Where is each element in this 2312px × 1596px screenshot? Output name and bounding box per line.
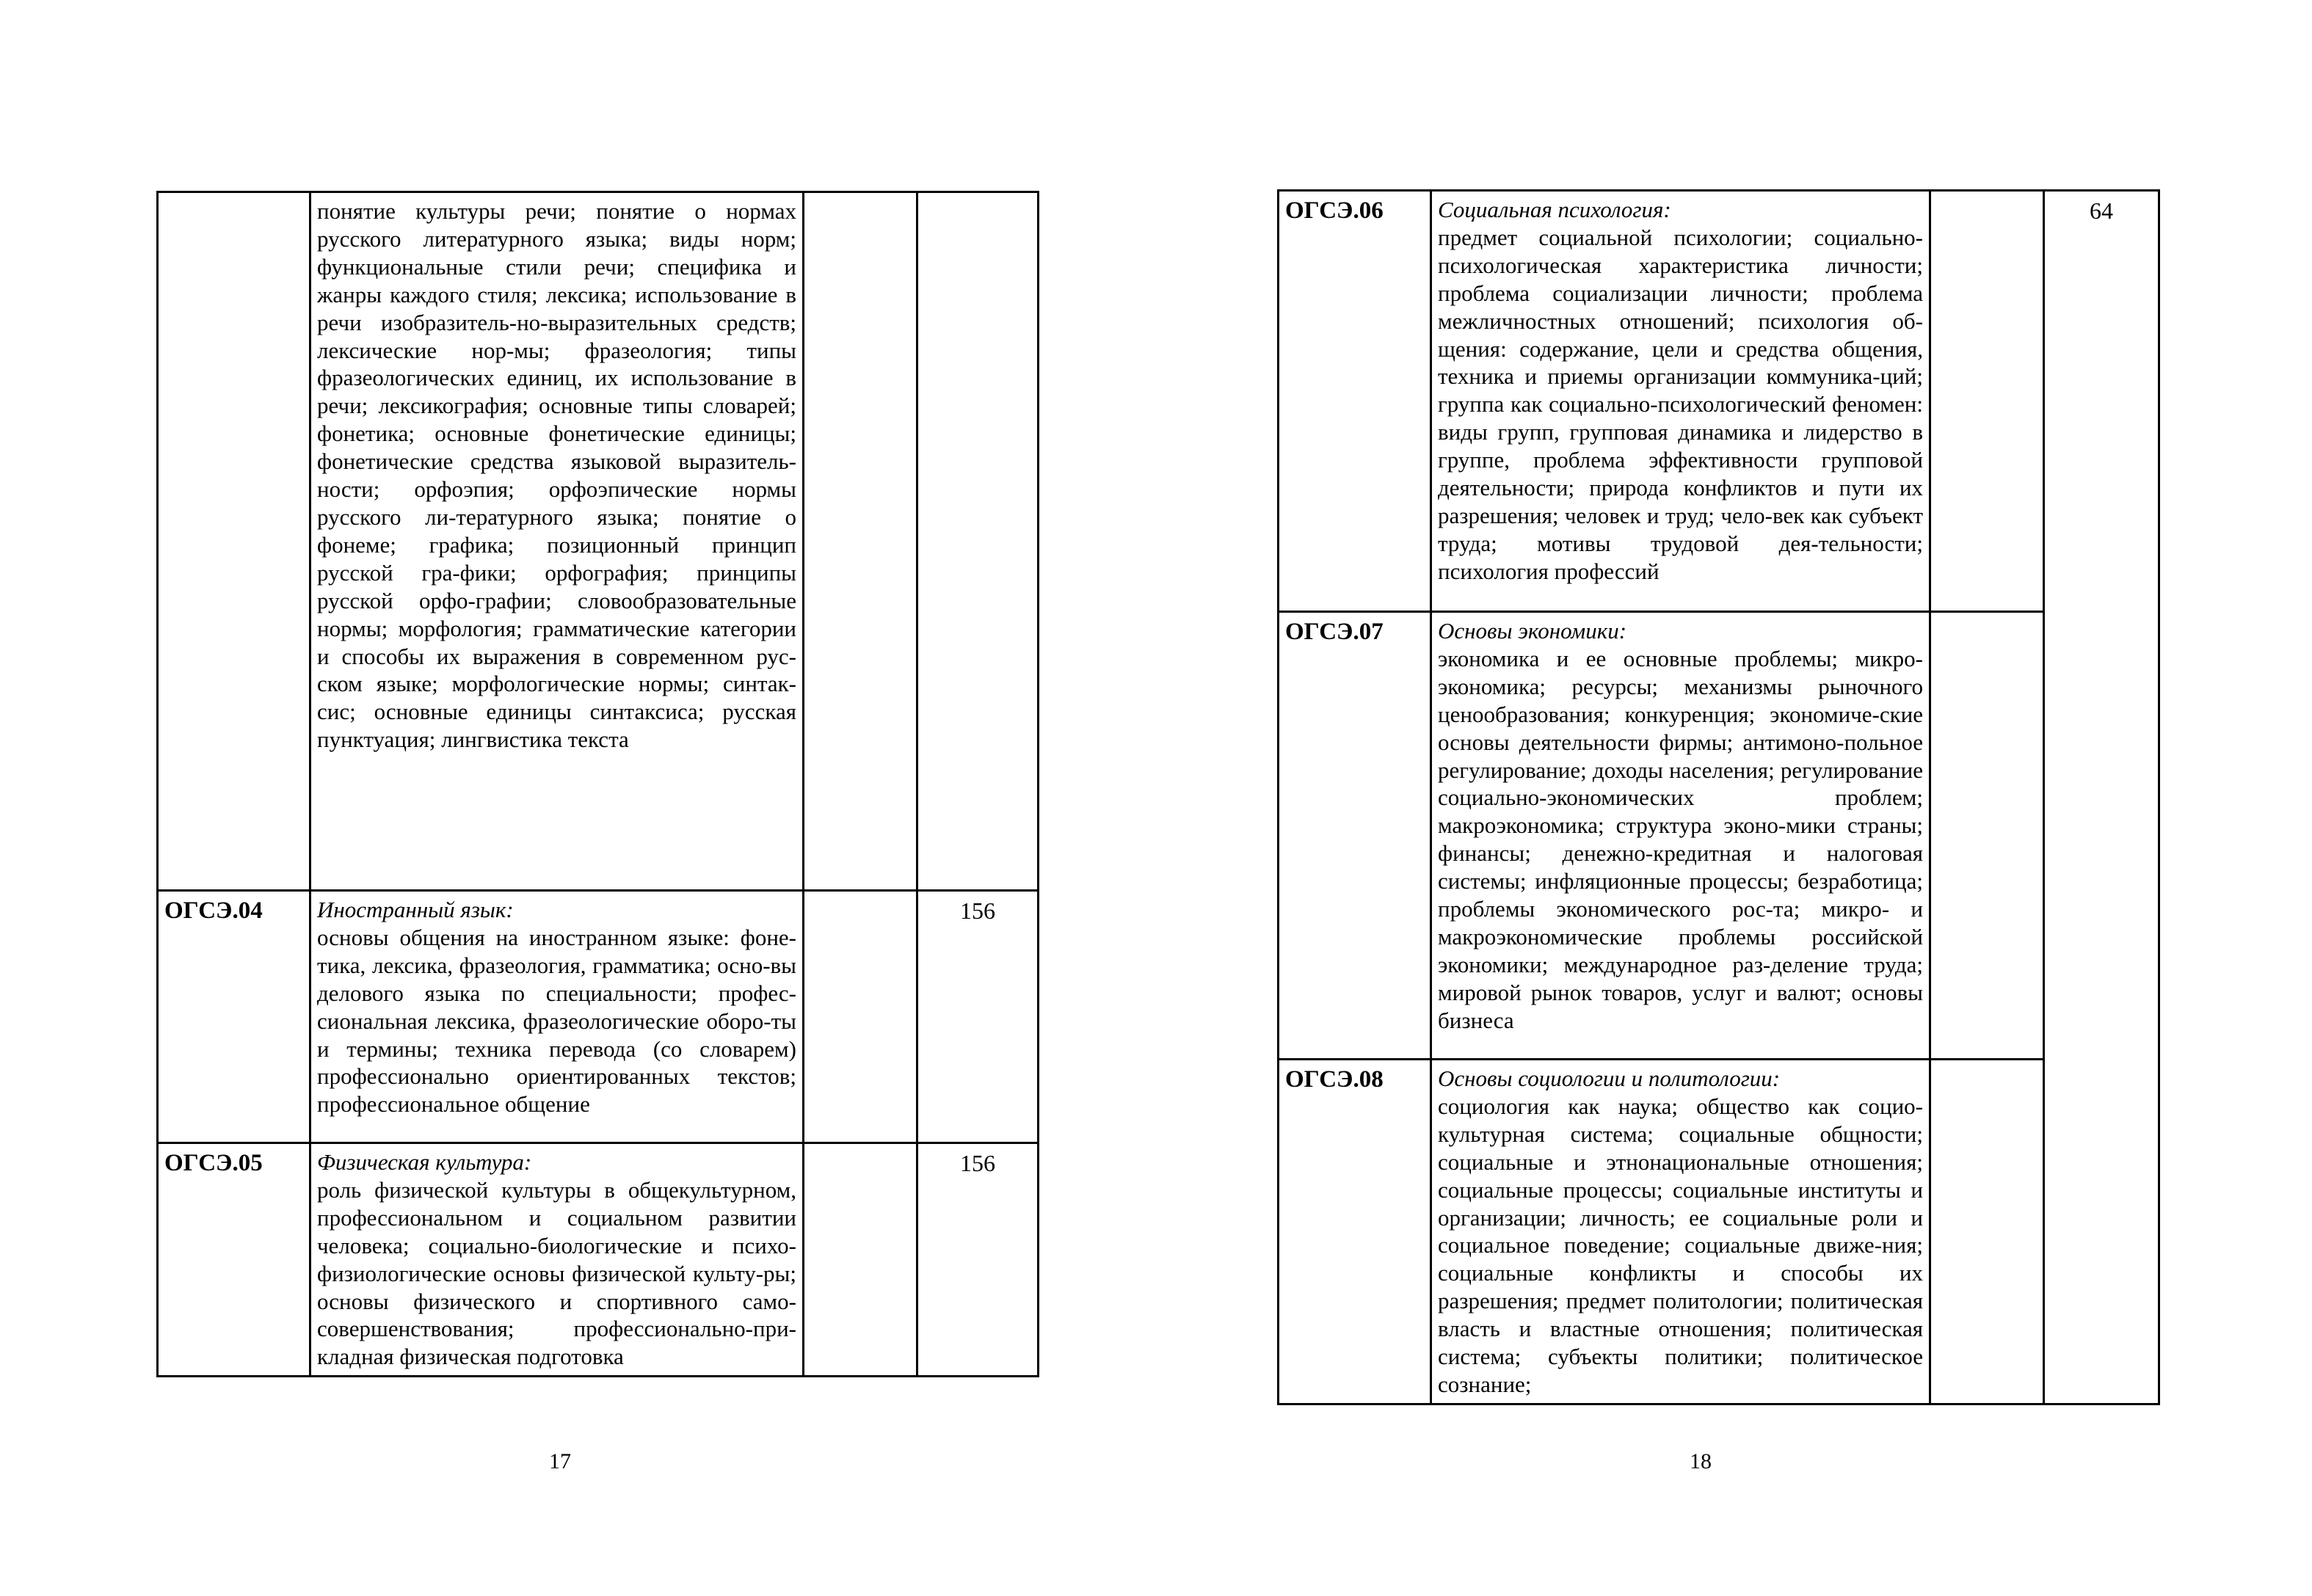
table-row [1279, 191, 2159, 612]
subject-content [1431, 1060, 1930, 1404]
merged-hours-cell: 64 [2044, 191, 2159, 1404]
subject-content [310, 891, 804, 1143]
subject-text: понятие культуры речи; понятие о нормах русского литературного языка; виды норм; функциональные стили речи; специфика и жанры каждого стиля; лексика; использование в речи изобразитель-но-выразительных средств; лексические нор-мы; фразеология; типы фразеологических единиц, их использование в речи; лексикография; основные типы словарей; фонетика; основные фонетические единицы; фонетические средства языковой выразитель-ности; орфоэпия; орфоэпические нормы русского ли-тературного языка; понятие о фонеме; графика; позиционный принцип русской гра-фики; орфография; принципы русской орфо-графии; словообразовательные нормы; морфология; грамматические категории и способы их выражения в современном рус-ском языке; морфологические нормы; синтак-сис; основные единицы синтаксиса; русская пунктуация; лингвистика текста [317, 198, 796, 753]
subject-code: ОГСЭ.07 [1279, 612, 1431, 1060]
table-row [158, 192, 1039, 891]
subject-content [1431, 191, 1930, 612]
table-row [158, 891, 1039, 1143]
subject-code: ОГСЭ.05 [158, 1143, 310, 1377]
subject-text: экономика и ее основные проблемы; микро-экономика; ресурсы; механизмы рыночного ценообразования; конкуренция; экономиче-ские основы деятельности фирмы; антимоно-польное регулирование; доходы населения; регулирование социально-экономических проблем; макроэкономика; структура эконо-мики страны; финансы; денежно-кредитная и налоговая системы; инфляционные процессы; безработица; проблемы экономического рос-та; микро- и макроэкономические проблемы российской экономики; международное раз-деление труда; мировой рынок товаров, услуг и валют; основы бизнеса [1438, 645, 1923, 1033]
table-row [1279, 1060, 2159, 1404]
hours-cell [1930, 1060, 2044, 1404]
subject-text: социология как наука; общество как социо-культурная система; социальные общности; социальные и этнонациональные отношения; социальные процессы; социальные институты и организации; личность; ее социальные роли и социальное поведение; социальные движе-ния; социальные конфликты и способы их разрешения; предмет политологии; политическая власть и властные отношения; политическая система; субъекты политики; политическое сознание; [1438, 1093, 1923, 1397]
subject-title: Основы экономики: [1438, 618, 1627, 644]
subject-title: Физическая культура: [317, 1149, 532, 1175]
total-hours-cell [917, 192, 1039, 891]
subject-text: предмет социальной психологии; социально-психологическая характеристика личности; проблема социализации личности; проблема межличностных отношений; психология об-щения: содержание, цели и средства общения, техника и приемы организации коммуника-ций; группа как социально-психологический феномен: виды групп, групповая динамика и лидерство в группе, проблема эффективности групповой деятельности; природа конфликтов и пути их разрешения; человек и труд; чело-век как субъект труда; мотивы трудовой дея-тельности; психология профессий [1438, 224, 1923, 584]
total-hours-cell: 156 [917, 1143, 1039, 1377]
subject-code [158, 192, 310, 891]
table-row [158, 1143, 1039, 1377]
page-number: 18 [1690, 1449, 1712, 1473]
subject-text: роль физической культуры в общекультурном, профессиональном и социальном развитии человека; социально-биологические и психо-физиологические основы физической культу-ры; основы физического и спортивного само-совершенствования; профессионально-при-кладная физическая подготовка [317, 1176, 796, 1370]
subject-content [1431, 612, 1930, 1060]
subject-code: ОГСЭ.04 [158, 891, 310, 1143]
left-table [156, 191, 1039, 1377]
total-hours-cell: 156 [917, 891, 1039, 1143]
hours-cell [804, 1143, 917, 1377]
page-number: 17 [549, 1449, 571, 1473]
table-row [1279, 612, 2159, 1060]
hours-cell [1930, 612, 2044, 1060]
subject-title: Основы социологии и политологии: [1438, 1065, 1781, 1091]
hours-cell [1930, 191, 2044, 612]
hours-cell [804, 192, 917, 891]
subject-content [310, 192, 804, 891]
subject-code: ОГСЭ.06 [1279, 191, 1431, 612]
subject-title: Социальная психология: [1438, 197, 1671, 222]
subject-text: основы общения на иностранном языке: фоне-тика, лексика, фразеология, грамматика; осно-вы делового языка по специальности; профес-сиональная лексика, фразеологические оборо-ты и термины; техника перевода (со словарем) профессионально ориентированных текстов; профессиональное общение [317, 924, 796, 1118]
right-table [1277, 189, 2160, 1405]
hours-cell [804, 891, 917, 1143]
subject-content [310, 1143, 804, 1377]
subject-title: Иностранный язык: [317, 897, 514, 922]
subject-code: ОГСЭ.08 [1279, 1060, 1431, 1404]
